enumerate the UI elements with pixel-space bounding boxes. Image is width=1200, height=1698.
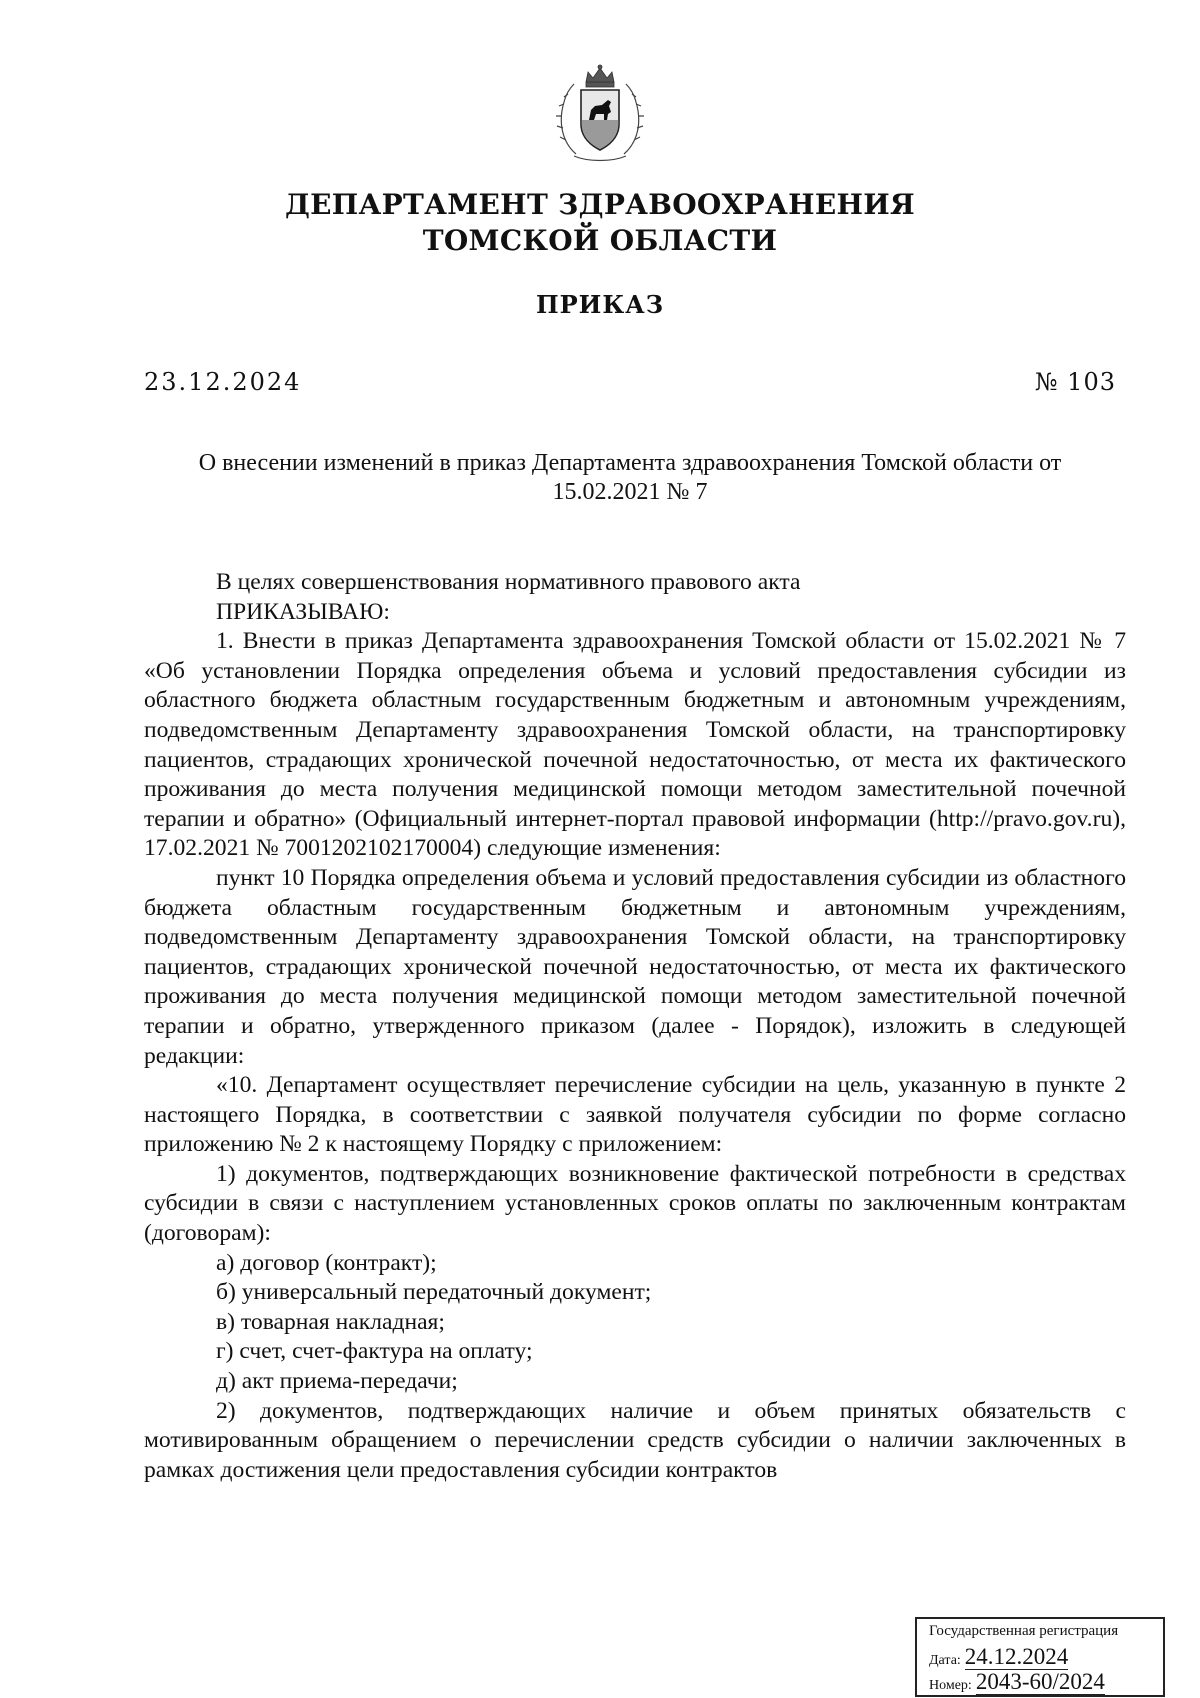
body-paragraph: В целях совершенствования нормативного правового акта bbox=[216, 569, 801, 595]
list-item: а) договор (контракт); bbox=[216, 1249, 437, 1276]
registration-date-row bbox=[929, 1645, 1163, 1670]
department-name-line-2: ТОМСКОЙ ОБЛАСТИ bbox=[422, 224, 778, 257]
body-paragraph: 1. Внести в приказ Департамента здравоохранения Томской области от 15.02.2021 № 7 «Об установлении Порядка определения объема и условий предоставления субсидии из областного бюджета областным государственным бюджетным и автономным учреждениям, подведомственным Департаменту здравоохранения Томской области, на транспортировку пациентов, страдающих хронической почечной недостаточностью, от места их фактического проживания до места получения медицинской помощи методом заместительной почечной терапии и обратно» (Официальный интернет-портал правовой информации (http://pravo.gov.ru), 17.02.2021 № 7001202102170004) следующие изменения: bbox=[144, 628, 1126, 862]
coat-of-arms-emblem bbox=[556, 62, 644, 166]
department-name-line-1: ДЕПАРТАМЕНТ ЗДРАВООХРАНЕНИЯ bbox=[284, 188, 916, 221]
registration-number-label: Номер: bbox=[929, 1678, 972, 1693]
registration-number-value: 2043-60/2024 bbox=[975, 1669, 1105, 1694]
registration-title: Государственная регистрация bbox=[929, 1623, 1119, 1639]
list-item: б) универсальный передаточный документ; bbox=[216, 1279, 652, 1306]
document-date: 23.12.2024 bbox=[144, 368, 302, 396]
document-number: № 103 bbox=[1034, 368, 1116, 396]
registration-number-row bbox=[929, 1670, 1163, 1695]
document-subject bbox=[150, 449, 1110, 507]
body-paragraph: ПРИКАЗЫВАЮ: bbox=[216, 598, 390, 625]
document-type: ПРИКАЗ bbox=[535, 290, 665, 319]
body-paragraph: 2) документов, подтверждающих наличие и объем принятых обязательств с мотивированным обращением о перечислении средств субсидии о наличии заключенных в рамках достижения цели предоставления субсидии контрактов bbox=[144, 1397, 1126, 1483]
body-paragraph: «10. Департамент осуществляет перечисление субсидии на цель, указанную в пункте 2 настоящего Порядка, в соответствии с заявкой получателя субсидии по форме согласно приложению № 2 к настоящему Порядку с приложением: bbox=[144, 1072, 1126, 1158]
list-item: г) счет, счет-фактура на оплату; bbox=[216, 1338, 533, 1365]
subject-line-2: 15.02.2021 № 7 bbox=[552, 479, 708, 505]
list-item: в) товарная накладная; bbox=[216, 1308, 445, 1335]
list-item: д) акт приема-передачи; bbox=[216, 1368, 458, 1395]
subject-line-1: О внесении изменений в приказ Департамента здравоохранения Томской области от bbox=[198, 450, 1062, 476]
body-paragraph: 1) документов, подтверждающих возникновение фактической потребности в средствах субсидии в связи с наступлением установленных сроков оплаты по заключенным контрактам (договорам): bbox=[144, 1160, 1126, 1247]
registration-stamp bbox=[915, 1617, 1165, 1697]
document-body bbox=[144, 568, 1126, 1485]
registration-date-label: Дата: bbox=[929, 1653, 961, 1668]
body-paragraph: пункт 10 Порядка определения объема и условий предоставления субсидии из областного бюджета областным государственным бюджетным и автономным учреждениям, подведомственным Департаменту здравоохранения Томской области, на транспортировку пациентов, страдающих хронической почечной недостаточностью, от места их фактического проживания до места получения медицинской помощи методом заместительной почечной терапии и обратно, утвержденного приказом (далее - Порядок), изложить в следующей редакции: bbox=[144, 864, 1126, 1069]
registration-date-value: 24.12.2024 bbox=[964, 1644, 1069, 1669]
